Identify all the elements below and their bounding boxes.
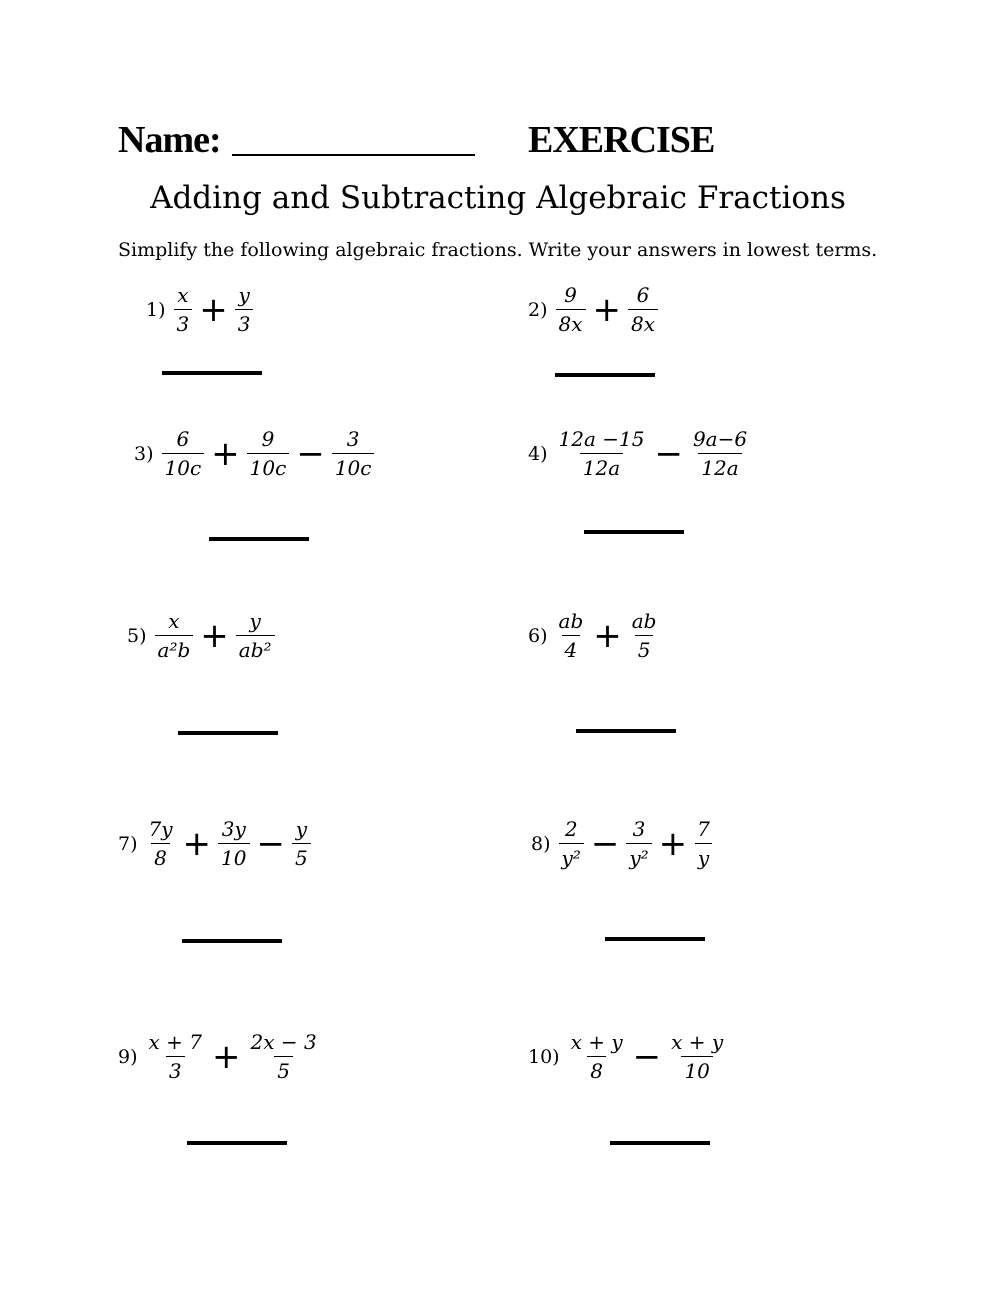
answer-line-6 — [576, 729, 676, 733]
fraction — [218, 818, 249, 869]
exercise-label: EXERCISE — [528, 119, 715, 161]
fraction — [626, 818, 651, 869]
fraction — [332, 428, 375, 479]
problem-7 — [118, 818, 313, 869]
operator: + — [593, 615, 622, 656]
problem-number: 1) — [146, 298, 166, 321]
numerator: 12a −15 — [558, 427, 645, 451]
problem-number: 9) — [118, 1045, 138, 1068]
operator: + — [212, 1036, 241, 1077]
problem-number: 8) — [531, 832, 551, 855]
denominator: 10c — [162, 453, 205, 479]
numerator: x + y — [570, 1030, 623, 1054]
answer-line-2 — [555, 373, 655, 377]
numerator: 6 — [176, 427, 190, 451]
answer-line-10 — [610, 1141, 710, 1145]
fraction — [559, 818, 584, 869]
numerator: 9a−6 — [692, 427, 748, 451]
operator: − — [632, 1036, 662, 1077]
operator: + — [199, 289, 228, 330]
problem-9 — [118, 1031, 322, 1082]
fraction — [236, 610, 275, 661]
denominator: 10c — [247, 453, 290, 479]
denominator: 8x — [628, 309, 658, 335]
numerator: y — [238, 283, 250, 307]
problem-number: 2) — [528, 298, 548, 321]
numerator: 3 — [632, 817, 646, 841]
fraction — [556, 610, 587, 661]
numerator: 9 — [564, 283, 577, 307]
numerator: 2 — [564, 817, 578, 841]
numerator: y — [249, 609, 261, 633]
fraction — [292, 818, 311, 869]
denominator: 8x — [556, 309, 586, 335]
fraction — [146, 818, 176, 869]
denominator: 5 — [292, 843, 311, 869]
denominator: 5 — [274, 1056, 293, 1082]
numerator: 7y — [148, 817, 173, 841]
problem-number: 10) — [528, 1045, 560, 1068]
problem-number: 3) — [134, 442, 154, 465]
numerator: 9 — [261, 427, 275, 451]
problem-number: 5) — [127, 624, 147, 647]
numerator: ab — [558, 609, 584, 633]
denominator: a²b — [155, 635, 194, 661]
denominator: ab² — [236, 635, 275, 661]
operator: + — [200, 615, 229, 656]
problem-5 — [127, 610, 277, 661]
problem-4 — [528, 428, 752, 479]
numerator: x — [177, 283, 189, 307]
answer-line-8 — [605, 937, 705, 941]
problem-1 — [146, 284, 255, 335]
fraction — [628, 284, 658, 335]
numerator: 2x − 3 — [250, 1030, 317, 1054]
denominator: 10 — [218, 843, 249, 869]
denominator: y² — [626, 843, 651, 869]
fraction — [629, 610, 660, 661]
denominator: 8 — [151, 843, 170, 869]
denominator: y² — [559, 843, 584, 869]
fraction — [694, 818, 713, 869]
numerator: y — [295, 817, 308, 841]
page-title: Adding and Subtracting Algebraic Fractions — [150, 180, 846, 216]
numerator: x + y — [671, 1030, 724, 1054]
problem-6 — [528, 610, 661, 661]
operator: − — [296, 433, 325, 474]
answer-line-4 — [584, 530, 684, 534]
answer-line-3 — [209, 537, 309, 541]
denominator: 12a — [698, 453, 741, 479]
denominator: 3 — [166, 1056, 185, 1082]
denominator: 12a — [580, 453, 623, 479]
operator: + — [211, 433, 240, 474]
operator: + — [658, 823, 688, 864]
fraction — [556, 428, 648, 479]
fraction — [556, 284, 586, 335]
name-label: Name: — [118, 119, 221, 161]
fraction — [174, 284, 193, 335]
denominator: 5 — [635, 635, 654, 661]
numerator: x + 7 — [148, 1030, 202, 1054]
fraction — [162, 428, 205, 479]
problem-number: 6) — [528, 624, 548, 647]
answer-line-9 — [187, 1141, 287, 1145]
denominator: 10 — [681, 1056, 712, 1082]
name-blank-line — [232, 154, 475, 156]
denominator: 3 — [174, 309, 193, 335]
denominator: 10c — [332, 453, 375, 479]
problem-2 — [528, 284, 660, 335]
operator: − — [590, 823, 620, 864]
fraction — [568, 1031, 626, 1082]
denominator: 8 — [587, 1056, 606, 1082]
numerator: x — [168, 609, 180, 633]
fraction — [690, 428, 750, 479]
numerator: 3 — [346, 427, 360, 451]
problem-10 — [528, 1031, 728, 1082]
numerator: 3y — [221, 817, 246, 841]
fraction — [155, 610, 194, 661]
operator: + — [592, 289, 622, 330]
operator: − — [256, 823, 285, 864]
problem-8 — [531, 818, 715, 869]
denominator: 4 — [562, 635, 581, 661]
fraction — [247, 428, 290, 479]
problem-number: 4) — [528, 442, 548, 465]
answer-line-7 — [182, 939, 282, 943]
numerator: ab — [631, 609, 657, 633]
problem-number: 7) — [118, 832, 138, 855]
fraction — [146, 1031, 205, 1082]
operator: − — [654, 433, 683, 474]
fraction — [235, 284, 254, 335]
instructions: Simplify the following algebraic fractions. Write your answers in lowest terms. — [118, 239, 878, 261]
answer-line-5 — [178, 731, 278, 735]
answer-line-1 — [162, 371, 262, 375]
denominator: y — [695, 843, 712, 869]
numerator: 6 — [636, 283, 650, 307]
fraction — [668, 1031, 726, 1082]
operator: + — [182, 823, 212, 864]
fraction — [248, 1031, 320, 1082]
numerator: 7 — [697, 817, 710, 841]
denominator: 3 — [235, 309, 254, 335]
problem-3 — [134, 428, 376, 479]
